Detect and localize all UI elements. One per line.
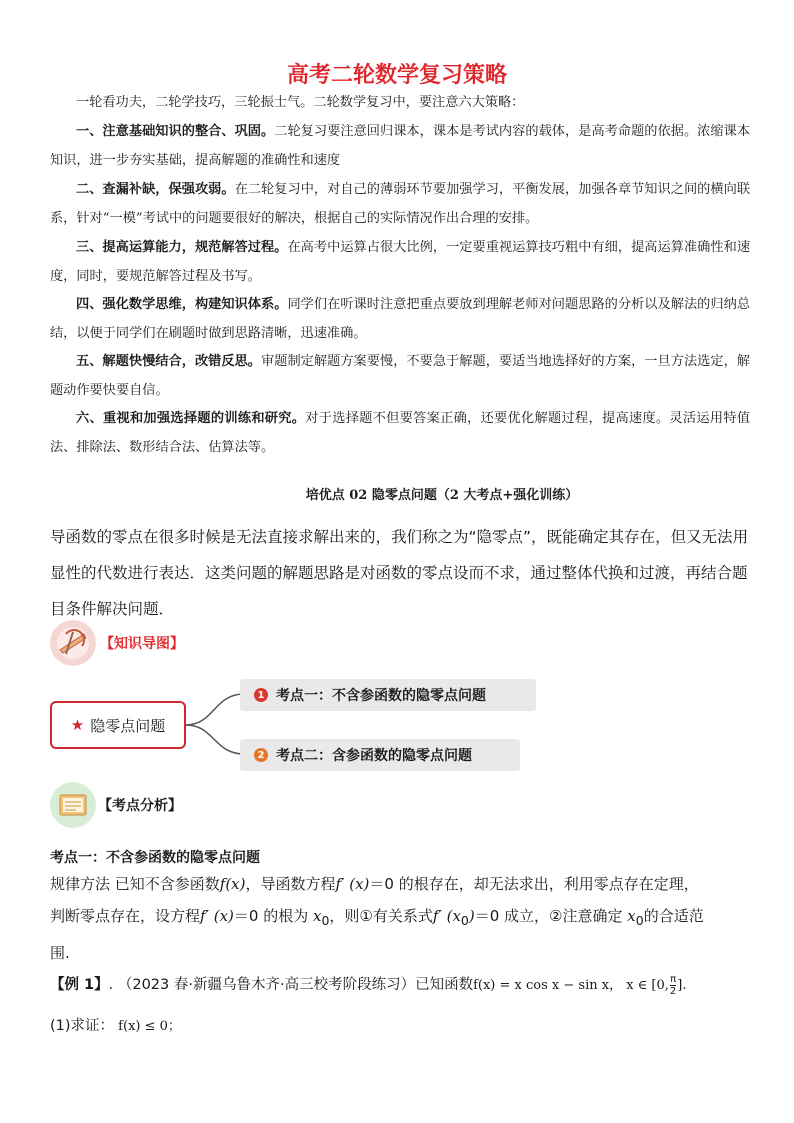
method-text: ＝0 的根为 [233,907,313,925]
math-x: x [627,907,636,925]
method-text: 规律方法 已知不含参函数 [50,875,220,893]
strategy-item-2 [50,175,750,233]
mindmap-root-label: 隐零点问题 [90,716,166,735]
analysis-tag: 【考点分析】 [98,798,182,814]
example-1 [50,973,687,997]
strategy-item-body: 二轮复习要注意回归课本，课本是考试内容的载体，是高考命题的依据。浓缩课本知识，进一步夯实基础，提高解题的准确性和速度 [50,124,751,168]
knowledge-map-tag: 【知识导图】 [100,636,184,652]
math-sub: 0 [460,913,469,928]
mindmap-branch-2 [240,739,520,771]
pi-over-2-fraction [670,974,676,997]
number-badge-1: 1 [254,688,268,702]
method-text: 的合适范 [643,907,704,925]
method-text: ＝0 成立，②注意确定 [474,907,628,925]
method-text: 判断零点存在，设方程 [50,907,201,925]
notebook-icon [50,782,96,828]
math-fx: f(x) [219,875,246,893]
example-part-1 [50,1014,181,1035]
strategy-item-head: 四、强化数学思维，构建知识体系。 [76,297,288,312]
strategy-item-3 [50,233,750,291]
method-line-1 [50,868,750,900]
method-line-3: 围. [50,944,70,962]
strategy-intro-text: 一轮看功夫，二轮学技巧，三轮振士气。二轮数学复习中，要注意六大策略： [76,95,525,110]
strategy-item-body: 同学们在听课时注意把重点要放到理解老师对问题思路的分析以及解法的归纳总结，以便于同学们在刷题时做到思路清晰，迅速准确。 [50,297,751,341]
method-line-2: 判断零点存在，设方程f′ (x)＝0 的根为 $x_0$，则①有关系式f′ $(x_0)=0$ 成立，②注意确定 $x_0$的合适范 [50,907,704,928]
example-domain-end: ]. [677,978,687,993]
method-text: ＝0 的根存在，却无法求出，利用零点存在定理， [369,875,699,893]
strategy-item-head: 六、重视和加强选择题的训练和研究。 [76,411,306,426]
strategy-item-body: 在二轮复习中，对自己的薄弱环节要加强学习，平衡发展，加强各章节知识之间的横向联系，针对“一模”考试中的问题要很好的解决，根据自己的实际情况作出合理的安排。 [50,182,751,226]
example-formula: f(x) = x cos x − sin x [473,978,610,993]
strategy-item-body: 审题制定解题方案要慢，不要急于解题，要适当地选择好的方案，一旦方法选定，解题动作要快要自信。 [50,354,751,398]
strategy-item-head: 一、注意基础知识的整合、巩固。 [76,124,275,139]
strategy-item-body: 在高考中运算占很大比例，一定要重视运算技巧粗中有细，提高运算准确性和速度，同时，要规范解答过程及书写。 [50,240,751,284]
mindmap-root [50,701,186,749]
example-source: . （2023 春·新疆乌鲁木齐·高三校考阶段练习）已知函数 [108,977,474,993]
fraction-numerator: π [670,973,677,985]
point1-method [50,868,750,969]
strategy-item-1 [50,117,750,175]
math-sub: 0 [635,913,644,928]
example-label: 【例 1】 [50,977,109,993]
compass-ruler-icon [50,620,96,666]
strategy-item-head: 三、提高运算能力，规范解答过程。 [76,240,288,255]
strategy-intro [50,88,750,117]
method-text: ，导函数方程 [245,875,336,893]
math-fpx: f′ (x) [200,907,234,925]
intro-paragraph: 导函数的零点在很多时候是无法直接求解出来的，我们称之为“隐零点”，既能确定其存在，但又无法用显性的代数进行表达．这类问题的解题思路是对函数的零点设而不求，通过整体代换和过渡，再结合题目条件解决问题． [50,528,749,618]
fraction-denominator: 2 [669,985,677,997]
knowledge-map-header [50,620,184,666]
analysis-header [50,782,182,828]
math-sub: 0 [321,913,330,928]
strategy-item-head: 二、查漏补缺，保强攻弱。 [76,182,235,197]
math-fpx: f′ (x) [335,875,370,893]
strategy-item-4 [50,290,750,348]
part1-formula: f(x) ≤ 0； [114,1019,181,1034]
point1-heading: 考点一：不含参函数的隐零点问题 [50,850,260,866]
section-subtitle: 培优点 02 隐零点问题（2 大考点+强化训练） [305,488,579,503]
strategy-item-body: 对于选择题不但要答案正确，还要优化解题过程，提高速度。灵活运用特值法、排除法、数形结合法、估算法等。 [50,411,751,455]
strategy-item-6 [50,404,750,462]
method-text: ，则①有关系式 [329,907,433,925]
example-domain: ， x ∈ [0, [609,978,669,993]
math-x: x [313,907,322,925]
page-title: 高考二轮数学复习策略 [286,63,507,88]
math-fpx0: f′ (x [432,907,461,925]
mindmap-branch-label: 考点一：不含参函数的隐零点问题 [276,688,486,704]
mindmap-branch-label: 考点二：含参函数的隐零点问题 [276,748,472,764]
strategy-item-5 [50,347,750,405]
star-icon: ★ [70,716,85,734]
mindmap-branch-1 [240,679,536,711]
number-badge-2: 2 [254,748,268,762]
part1-label: (1)求证： [50,1018,115,1034]
strategy-item-head: 五、解题快慢结合，改错反思。 [76,354,262,369]
